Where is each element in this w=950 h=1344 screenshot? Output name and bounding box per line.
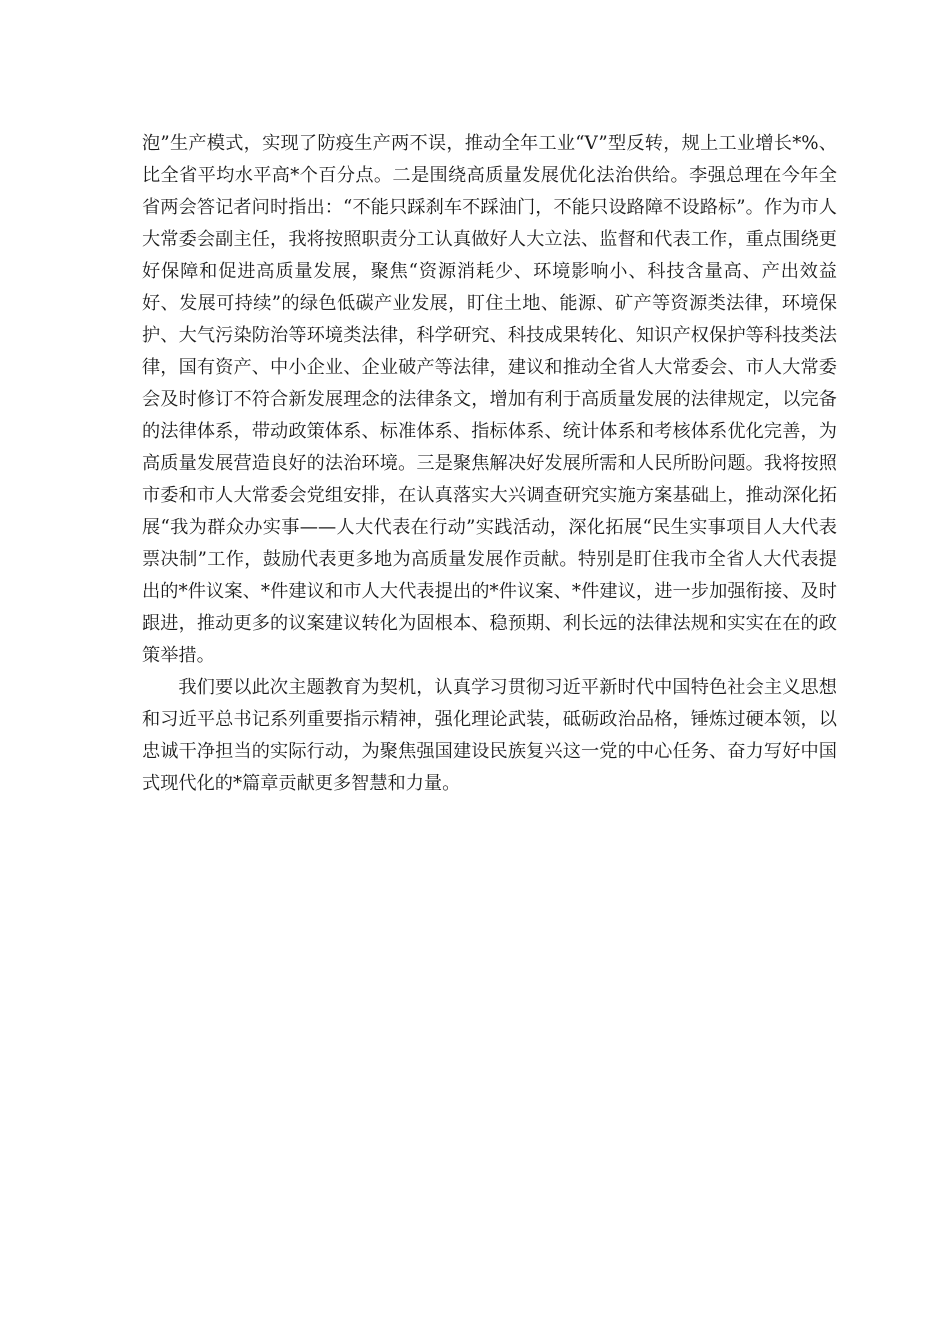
body-paragraph-continuation: 泡”生产模式，实现了防疫生产两不误，推动全年工业“V”型反转，规上工业增长*%、比全省平均水平高*个百分点。二是围绕高质量发展优化法治供给。李强总理在今年全省两会答记者问时指出：“不能只踩刹车不踩油门，不能只设路障不设路标”。作为市人大常委会副主任，我将按照职责分工认真做好人大立法、监督和代表工作，重点围绕更好保障和促进高质量发展，聚焦“资源消耗少、环境影响小、科技含量高、产出效益好、发展可持续”的绿色低碳产业发展，盯住土地、能源、矿产等资源类法律，环境保护、大气污染防治等环境类法律，科学研究、科技成果转化、知识产权保护等科技类法律，国有资产、中小企业、企业破产等法律，建议和推动全省人大常委会、市人大常委会及时修订不符合新发展理念的法律条文，增加有利于高质量发展的法律规定，以完备的法律体系，带动政策体系、标准体系、指标体系、统计体系和考核体系优化完善，为高质量发展营造良好的法治环境。三是聚焦解决好发展所需和人民所盼问题。我将按照市委和市人大常委会党组安排，在认真落实大兴调查研究实施方案基础上，推动深化拓展“我为群众办实事——人大代表在行动”实践活动，深化拓展“民生实事项目人大代表票决制”工作，鼓励代表更多地为高质量发展作贡献。特别是盯住我市全省人大代表提出的*件议案、*件建议和市人大代表提出的*件议案、*件建议，进一步加强衔接、及时跟进，推动更多的议案建议转化为固根本、稳预期、利长远的法律法规和实实在在的政策举措。 bbox=[142, 133, 837, 666]
document-body bbox=[142, 128, 837, 800]
body-paragraph-conclusion: 我们要以此次主题教育为契机，认真学习贯彻习近平新时代中国特色社会主义思想和习近平总书记系列重要指示精神，强化理论武装，砥砺政治品格，锤炼过硬本领，以忠诚干净担当的实际行动，为聚焦强国建设民族复兴这一党的中心任务、奋力写好中国式现代化的*篇章贡献更多智慧和力量。 bbox=[142, 677, 837, 794]
